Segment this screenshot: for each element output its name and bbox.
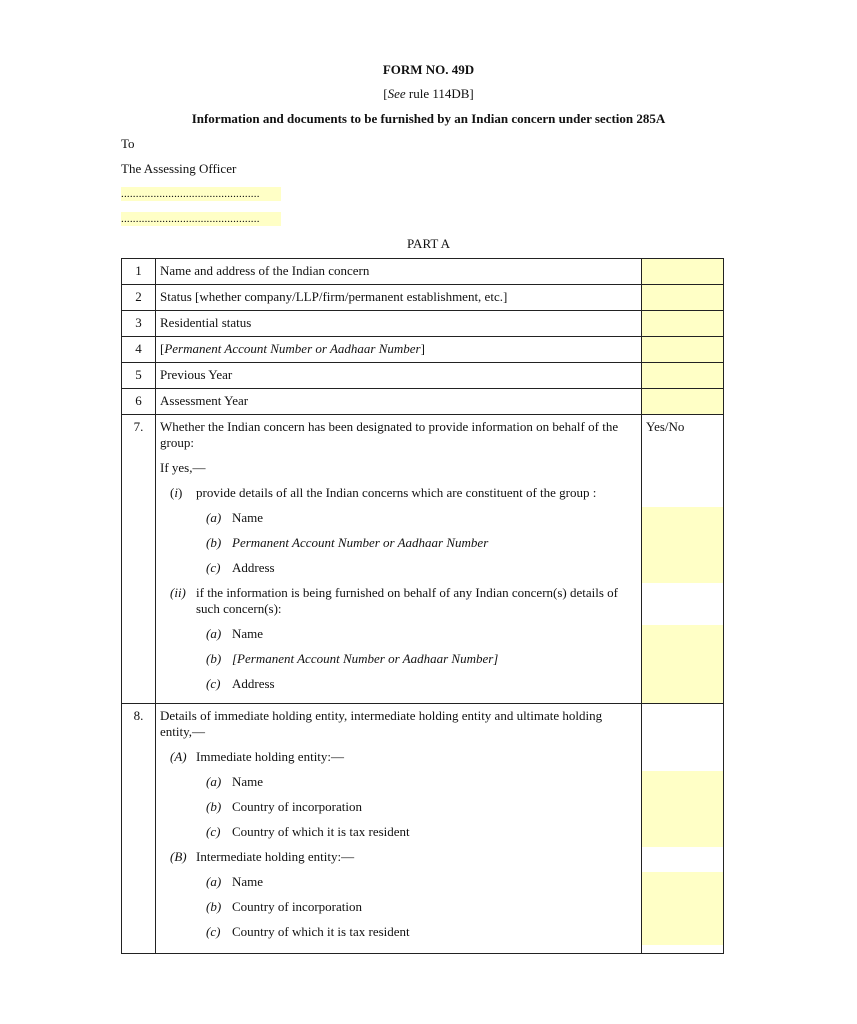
row-8-question: Details of immediate holding entity, intermediate holding entity and ultimate holding entity,— <box>160 708 603 739</box>
sub-item-B-c: (c) Country of which it is tax resident <box>206 924 410 939</box>
sub-item-A-c: (c) Country of which it is tax resident <box>206 824 410 839</box>
answer-field-immediate-holding[interactable] <box>642 771 723 847</box>
officer-address-field-1[interactable]: ............................................... <box>121 187 281 201</box>
sub-item-B-a: (a) Name <box>206 874 264 889</box>
form-number: FORM NO. 49D <box>382 62 475 77</box>
table-row <box>122 285 724 311</box>
table-row <box>122 259 724 285</box>
table-row <box>122 311 724 337</box>
answer-field-concern-name-address[interactable] <box>642 259 724 285</box>
sub-item-ii: (ii) if the information is being furnished on behalf of any Indian concern(s) details of such concern(s): <box>170 585 619 616</box>
row-number: 7. <box>122 415 156 704</box>
part-a-table <box>121 258 724 954</box>
sub-item-B: (B) Intermediate holding entity:— <box>170 849 355 864</box>
row-7-answer-column <box>642 415 724 704</box>
sub-item-A-b: (b) Country of incorporation <box>206 799 362 814</box>
sub-item-i-b: (b) Permanent Account Number or Aadhaar Number <box>206 535 489 550</box>
answer-field-previous-year[interactable] <box>642 363 724 389</box>
answer-field-group-concerns[interactable] <box>642 507 723 583</box>
answer-field-other-concerns[interactable] <box>642 625 723 703</box>
row-label: Residential status <box>156 311 642 337</box>
row-number: 8. <box>122 704 156 954</box>
sub-item-i-a: (a) Name <box>206 510 264 525</box>
row-label: [Permanent Account Number or Aadhaar Number] <box>156 337 642 363</box>
row-8-answer-column <box>642 704 724 954</box>
to-label: To <box>121 136 135 151</box>
row-label: Status [whether company/LLP/firm/permanent establishment, etc.] <box>156 285 642 311</box>
table-row <box>122 389 724 415</box>
row-number: 1 <box>122 259 156 285</box>
answer-field-assessment-year[interactable] <box>642 389 724 415</box>
answer-field-residential-status[interactable] <box>642 311 724 337</box>
sub-item-i: (i) provide details of all the Indian concerns which are constituent of the group : <box>170 485 597 500</box>
answer-field-intermediate-holding[interactable] <box>642 872 723 945</box>
row-7-content <box>156 415 642 704</box>
sub-item-ii-a: (a) Name <box>206 626 264 641</box>
part-heading: PART A <box>407 236 450 251</box>
sub-item-B-b: (b) Country of incorporation <box>206 899 362 914</box>
sub-item-A-a: (a) Name <box>206 774 264 789</box>
answer-field-status[interactable] <box>642 285 724 311</box>
row-label: Name and address of the Indian concern <box>156 259 642 285</box>
table-row <box>122 337 724 363</box>
row-number: 5 <box>122 363 156 389</box>
assessing-officer-label: The Assessing Officer <box>121 161 237 176</box>
row-7-question: Whether the Indian concern has been designated to provide information on behalf of the group: <box>160 419 619 450</box>
row-label: Assessment Year <box>156 389 642 415</box>
answer-field-pan[interactable] <box>642 337 724 363</box>
row-number: 2 <box>122 285 156 311</box>
table-row <box>122 704 724 954</box>
row-number: 4 <box>122 337 156 363</box>
table-row <box>122 415 724 704</box>
sub-item-A: (A) Immediate holding entity:— <box>170 749 345 764</box>
row-number: 3 <box>122 311 156 337</box>
row-8-content <box>156 704 642 954</box>
form-title: Information and documents to be furnished by an Indian concern under section 285A <box>191 111 666 126</box>
sub-item-i-c: (c) Address <box>206 560 275 575</box>
sub-item-ii-b: (b) [Permanent Account Number or Aadhaar Number] <box>206 651 499 666</box>
yes-no-answer[interactable]: Yes/No <box>646 419 685 434</box>
rule-reference: [See rule 114DB] <box>383 86 474 101</box>
table-row <box>122 363 724 389</box>
row-number: 6 <box>122 389 156 415</box>
if-yes-label: If yes,— <box>160 460 206 475</box>
officer-address-field-2[interactable]: ............................................... <box>121 212 281 226</box>
sub-item-ii-c: (c) Address <box>206 676 275 691</box>
row-label: Previous Year <box>156 363 642 389</box>
